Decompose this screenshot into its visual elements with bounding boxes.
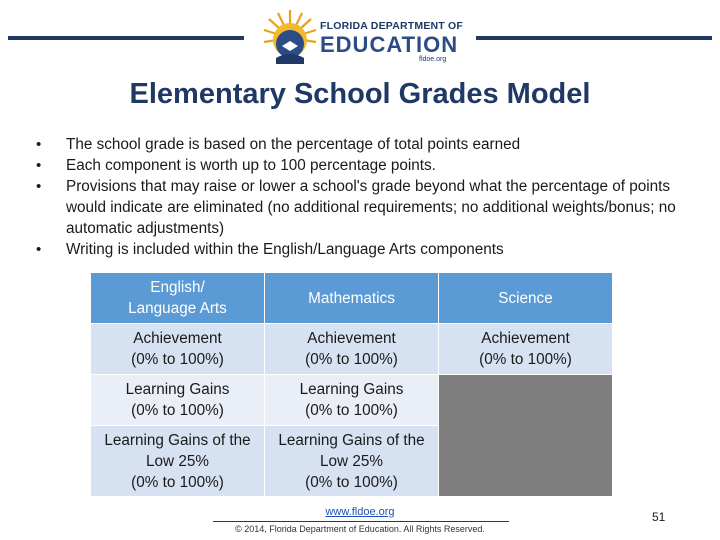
grades-model-table [90, 272, 613, 497]
bullet-dot-icon: • [36, 178, 42, 195]
footer-divider [213, 521, 509, 522]
header-rule-left [8, 36, 244, 40]
table-cell: Learning Gains of the Low 25% (0% to 100%) [265, 426, 439, 497]
logo-text-site: fldoe.org [419, 56, 447, 63]
table-cell: Achievement (0% to 100%) [91, 324, 265, 375]
fldoe-logo [262, 8, 462, 68]
footer-copyright: © 2014, Florida Department of Education. All Rights Reserved. [235, 524, 485, 534]
bullet-item [36, 155, 686, 176]
footer-link[interactable]: www.fldoe.org [325, 506, 395, 518]
column-header-ela: English/ Language Arts [91, 273, 265, 324]
table-row [91, 375, 613, 426]
bullet-text: Writing is included within the English/Language Arts components [66, 241, 504, 258]
logo-text-department: FLORIDA DEPARTMENT OF [320, 20, 464, 32]
bullet-dot-icon: • [36, 136, 42, 153]
bullet-item [36, 134, 686, 155]
bullet-dot-icon: • [36, 157, 42, 174]
table-cell: Learning Gains (0% to 100%) [265, 375, 439, 426]
bullet-item [36, 176, 686, 239]
page-number: 51 [652, 510, 666, 524]
page-title: Elementary School Grades Model [129, 78, 591, 110]
table-cell: Achievement (0% to 100%) [265, 324, 439, 375]
table-cell: Learning Gains (0% to 100%) [91, 375, 265, 426]
table-cell: Achievement (0% to 100%) [439, 324, 613, 375]
bullet-list [36, 134, 686, 260]
bullet-text: Provisions that may raise or lower a school's grade beyond what the percentage of points would indicate are eliminated (no additional requirements; no additional weights/bonus; no automatic adjustments) [66, 178, 676, 237]
bullet-text: Each component is worth up to 100 percentage points. [66, 157, 436, 174]
bullet-item [36, 239, 686, 260]
table-header-row [91, 273, 613, 324]
bullet-dot-icon: • [36, 241, 42, 258]
table-cell-empty [439, 375, 613, 497]
table-row [91, 324, 613, 375]
sun-emblem-icon [262, 8, 318, 68]
logo-text-education: EDUCATION [320, 32, 459, 57]
header-rule-right [476, 36, 712, 40]
column-header-science: Science [439, 273, 613, 324]
bullet-text: The school grade is based on the percentage of total points earned [66, 136, 521, 153]
table-cell: Learning Gains of the Low 25% (0% to 100%) [91, 426, 265, 497]
column-header-math: Mathematics [265, 273, 439, 324]
